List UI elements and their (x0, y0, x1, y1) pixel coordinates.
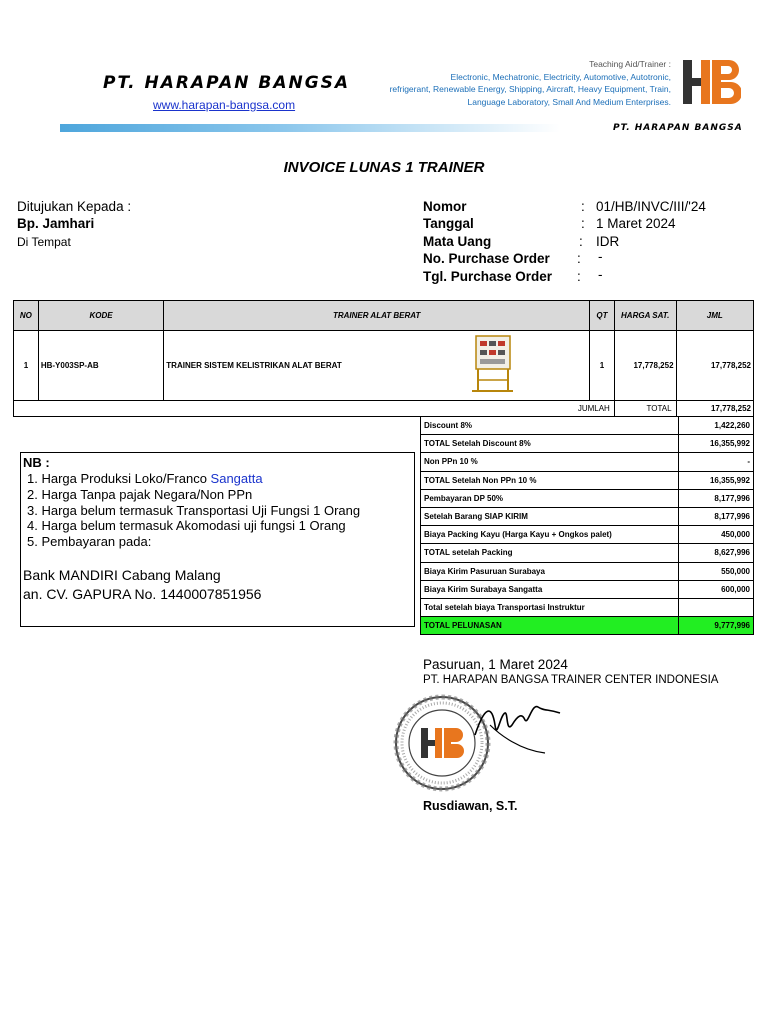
meta-sep: : (581, 216, 585, 231)
summary-row (421, 526, 754, 544)
summary-row-grand-total (421, 617, 754, 635)
summary-row (421, 471, 754, 489)
meta-sep: : (581, 199, 585, 214)
trainer-product-image (469, 334, 514, 394)
items-table (13, 300, 754, 417)
tagline-line: Language Laboratory, Small And Medium Enterprises. (467, 96, 671, 107)
col-header-qty: QT (590, 301, 615, 331)
row-price: 17,778,252 (614, 331, 676, 401)
summary-row (421, 562, 754, 580)
company-logo-icon (681, 58, 741, 106)
summary-label: Biaya Kirim Pasuruan Surabaya (421, 562, 679, 580)
table-row (14, 331, 754, 401)
signature-company: PT. HARAPAN BANGSA TRAINER CENTER INDONESIA (423, 674, 719, 686)
summary-label: TOTAL Setelah Non PPn 10 % (421, 471, 679, 489)
recipient-place: Di Tempat (17, 235, 71, 249)
row-description: TRAINER SISTEM KELISTRIKAN ALAT BERAT (166, 361, 342, 370)
row-qty: 1 (590, 331, 615, 401)
col-header-no: NO (14, 301, 39, 331)
tagline-line: Electronic, Mechatronic, Electricity, Automotive, Autotronic, (450, 71, 671, 82)
notes-item-text: 1. Harga Produksi Loko/Franco (27, 471, 211, 486)
meta-sep: : (577, 251, 581, 266)
summary-row (421, 417, 754, 435)
notes-item: 5. Pembayaran pada: (27, 534, 152, 549)
row-description-cell (164, 331, 590, 401)
col-header-kode: KODE (38, 301, 163, 331)
summary-label: TOTAL Setelah Discount 8% (421, 435, 679, 453)
notes-item: 2. Harga Tanpa pajak Negara/Non PPn (27, 487, 253, 502)
meta-label-po-number: No. Purchase Order (423, 251, 550, 266)
recipient-name: Bp. Jamhari (17, 216, 95, 231)
notes-item: 4. Harga belum termasuk Akomodasi uji fungsi 1 Orang (27, 518, 346, 533)
summary-label: Pembayaran DP 50% (421, 489, 679, 507)
notes-item-place: Sangatta (210, 471, 263, 486)
summary-label: Non PPn 10 % (421, 453, 679, 471)
summary-value: 600,000 (679, 580, 754, 598)
meta-value-po-number: - (598, 249, 603, 264)
summary-value: 8,177,996 (679, 489, 754, 507)
meta-value-currency: IDR (596, 234, 620, 249)
signer-name: Rusdiawan, S.T. (423, 799, 518, 813)
meta-label-nomor: Nomor (423, 199, 467, 214)
company-name: PT. HARAPAN BANGSA (103, 73, 351, 93)
bank-name: Bank MANDIRI Cabang Malang (23, 567, 221, 583)
summary-row (421, 507, 754, 525)
summary-label: TOTAL PELUNASAN (421, 617, 679, 635)
summary-row (421, 544, 754, 562)
row-total: 17,778,252 (676, 331, 753, 401)
summary-value: 9,777,996 (679, 617, 754, 635)
row-no: 1 (14, 331, 39, 401)
row-kode: HB-Y003SP-AB (38, 331, 163, 401)
items-table-header (14, 301, 754, 331)
summary-value: 16,355,992 (679, 435, 754, 453)
meta-sep: : (577, 269, 581, 284)
summary-value: 1,422,260 (679, 417, 754, 435)
col-header-price: HARGA SAT. (614, 301, 676, 331)
summary-value: 8,627,996 (679, 544, 754, 562)
jumlah-row (14, 401, 754, 417)
meta-value-po-date: - (598, 267, 603, 282)
notes-item (27, 471, 263, 486)
summary-label: Biaya Packing Kayu (Harga Kayu + Ongkos palet) (421, 526, 679, 544)
summary-value: 8,177,996 (679, 507, 754, 525)
summary-label: Discount 8% (421, 417, 679, 435)
meta-value-nomor: 01/HB/INVC/III/'24 (596, 199, 706, 214)
summary-row (421, 489, 754, 507)
bank-account: an. CV. GAPURA No. 1440007851956 (23, 586, 262, 602)
summary-value: - (679, 453, 754, 471)
notes-title: NB : (23, 455, 50, 470)
summary-value: 450,000 (679, 526, 754, 544)
meta-sep: : (579, 234, 583, 249)
summary-row (421, 580, 754, 598)
meta-value-tanggal: 1 Maret 2024 (596, 216, 676, 231)
company-tagline (291, 58, 671, 108)
tagline-line: refrigerant, Renewable Energy, Shipping, Aircraft, Heavy Equipment, Train, (389, 84, 671, 94)
tagline-line: Teaching Aid/Trainer : (589, 59, 671, 69)
company-website-link[interactable]: www.harapan-bangsa.com (153, 98, 296, 112)
col-header-total: JML (676, 301, 753, 331)
notes-box (20, 452, 415, 627)
company-name-small: PT. HARAPAN BANGSA (613, 123, 743, 133)
summary-value (679, 598, 754, 616)
payment-summary-table (420, 416, 754, 635)
meta-label-po-date: Tgl. Purchase Order (423, 269, 553, 284)
signature-scribble-icon (470, 695, 565, 755)
summary-label: Setelah Barang SIAP KIRIM (421, 507, 679, 525)
recipient-label: Ditujukan Kepada : (17, 199, 132, 214)
signature-place-date: Pasuruan, 1 Maret 2024 (423, 657, 568, 672)
summary-value: 550,000 (679, 562, 754, 580)
summary-row (421, 435, 754, 453)
summary-label: TOTAL setelah Packing (421, 544, 679, 562)
summary-label: Total setelah biaya Transportasi Instruktur (421, 598, 679, 616)
summary-row (421, 453, 754, 471)
total-label: TOTAL (614, 401, 676, 417)
notes-item: 3. Harga belum termasuk Transportasi Uji Fungsi 1 Orang (27, 503, 361, 518)
summary-label: Biaya Kirim Surabaya Sangatta (421, 580, 679, 598)
meta-label-currency: Mata Uang (423, 234, 492, 249)
jumlah-label: JUMLAH (14, 401, 615, 417)
summary-value: 16,355,992 (679, 471, 754, 489)
header-divider-bar (60, 124, 560, 132)
col-header-desc: TRAINER ALAT BERAT (164, 301, 590, 331)
invoice-title: INVOICE LUNAS 1 TRAINER (283, 159, 485, 176)
meta-label-tanggal: Tanggal (423, 216, 474, 231)
summary-row (421, 598, 754, 616)
jumlah-total-value: 17,778,252 (676, 401, 753, 417)
